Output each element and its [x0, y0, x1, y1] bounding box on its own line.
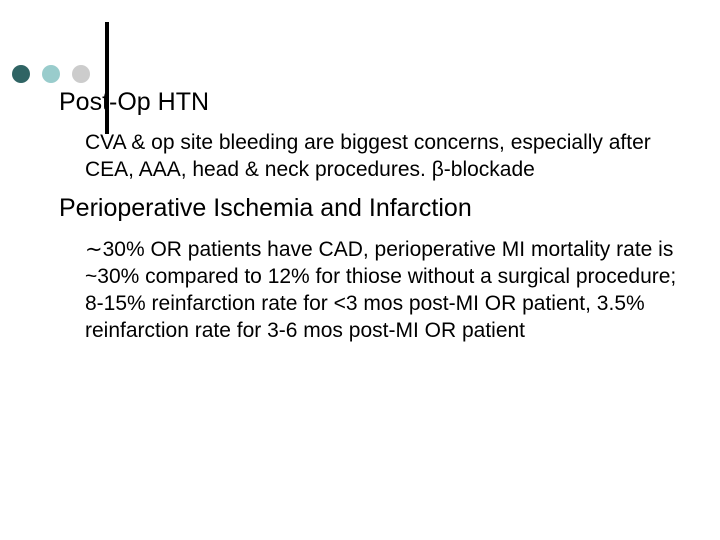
decorative-dot-dark — [12, 65, 30, 83]
decorative-dot-gray — [72, 65, 90, 83]
slide-content — [59, 86, 699, 344]
section-heading-post-op-htn: Post-Op HTN — [59, 88, 210, 116]
section-heading-perioperative-ischemia: Perioperative Ischemia and Infarction — [59, 194, 472, 222]
section-body-perioperative-ischemia: ∼30% OR patients have CAD, perioperative MI mortality rate is ~30% compared to 12% for thiose without a surgical procedure; 8-15% reinfarction rate for <3 mos post-MI OR patient, 3.5% reinfarction rate for 3-6 mos post-MI OR patient — [85, 238, 677, 342]
section-body-post-op-htn: CVA & op site bleeding are biggest concerns, especially after CEA, AAA, head & neck procedures. β-blockade — [85, 131, 651, 181]
decorative-dot-teal — [42, 65, 60, 83]
